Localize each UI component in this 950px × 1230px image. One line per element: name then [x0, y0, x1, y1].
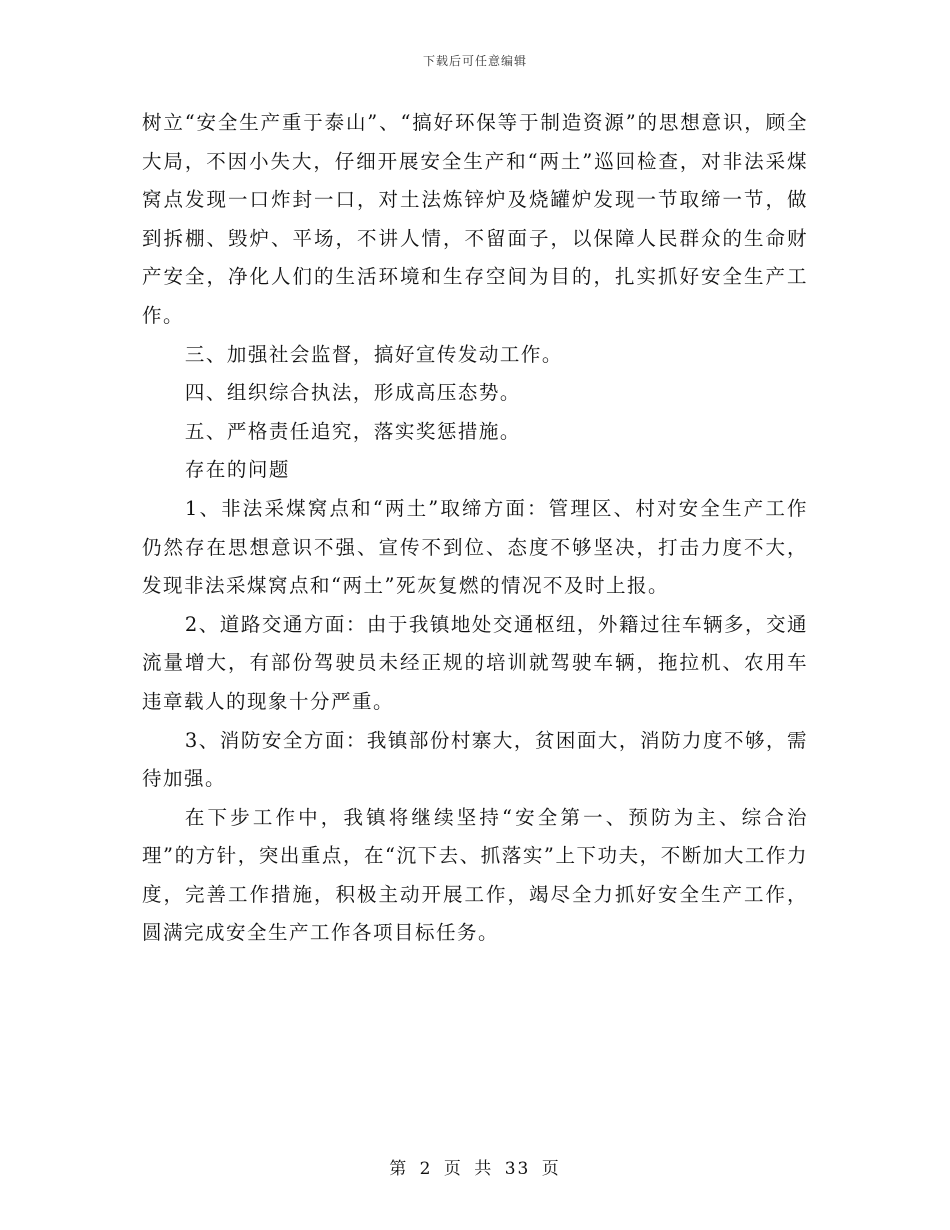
- paragraph-item-four: 四、组织综合执法，形成高压态势。: [184, 381, 521, 405]
- page-header: 下载后可任意编辑: [422, 54, 527, 68]
- paragraph-conclusion: 在下步工作中，我镇将继续坚持“安全第一、预防为主、综合治理”的方针，突出重点，在“沉下去、抓落实”上下功夫，不断加大工作力度，完善工作措施，积极主动开展工作，竭尽全力抓好安全生产工作，圆满完成安全生产工作各项目标任务。: [142, 805, 808, 945]
- paragraph-problem-three: 3、消防安全方面：我镇部份村寨大，贫困面大，消防力度不够，需待加强。: [142, 728, 808, 791]
- paragraph-item-three: 三、加强社会监督，搞好宣传发动工作。: [184, 342, 563, 366]
- paragraph-continuation: 树立“安全生产重于泰山”、“搞好环保等于制造资源”的思想意识，顾全大局，不因小失大，仔细开展安全生产和“两土”巡回检查，对非法采煤窝点发现一口炸封一口，对土法炼锌炉及烧罐炉发现一节取缔一节，做到拆棚、毁炉、平场，不讲人情，不留面子，以保障人民群众的生命财产安全，净化人们的生活环境和生存空间为目的，扎实抓好安全生产工作。: [142, 111, 808, 327]
- section-heading-problems: 存在的问题: [184, 458, 290, 482]
- document-body: [142, 104, 808, 953]
- paragraph-item-five: 五、严格责任追究，落实奖惩措施。: [184, 419, 521, 443]
- paragraph-problem-one: 1、非法采煤窝点和“两土”取缔方面：管理区、村对安全生产工作仍然存在思想意识不强、宣传不到位、态度不够坚决，打击力度不大，发现非法采煤窝点和“两土”死灰复燃的情况不及时上报。: [142, 496, 808, 598]
- page-number-footer: 第 2 页 共 33 页: [389, 1159, 561, 1179]
- paragraph-problem-two: 2、道路交通方面：由于我镇地处交通枢纽，外籍过往车辆多，交通流量增大，有部份驾驶员未经正规的培训就驾驶车辆，拖拉机、农用车违章载人的现象十分严重。: [142, 612, 808, 713]
